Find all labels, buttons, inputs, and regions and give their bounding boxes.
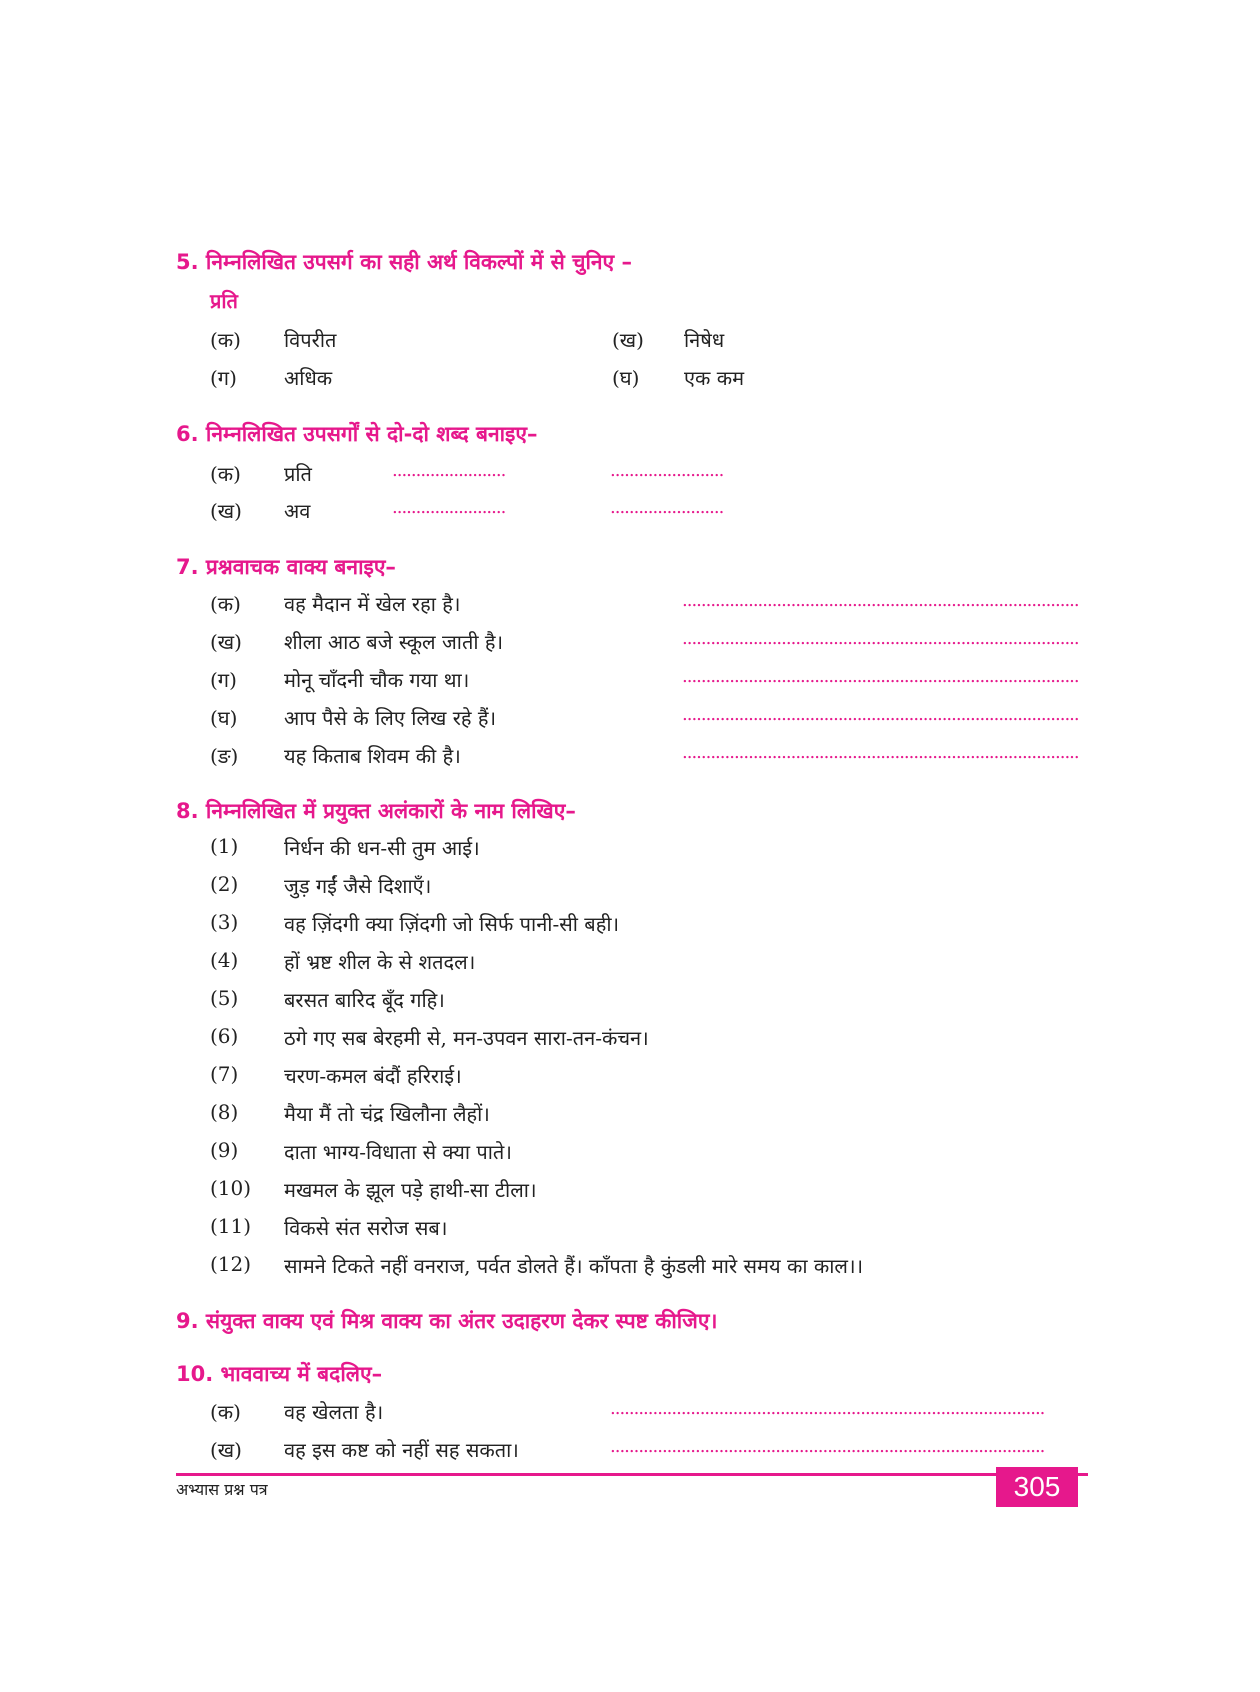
footer-book-title: अभ्यास प्रश्न पत्र [176, 1480, 268, 1499]
item-text: ठगे गए सब बेरहमी से, मन-उपवन सारा-तन-कंचन। [284, 1026, 649, 1050]
item-label: (ङ) [210, 744, 239, 768]
question-7-item [0, 704, 1260, 734]
item-label: (4) [210, 948, 239, 972]
item-label: (क) [210, 462, 241, 486]
item-label: (3) [210, 910, 239, 934]
item-label: (ख) [210, 499, 242, 523]
question-7-item [0, 742, 1260, 772]
item-label: (क) [210, 1400, 241, 1424]
question-10-title: 10. भाववाच्य में बदलिए– [176, 1362, 383, 1386]
item-label: (9) [210, 1138, 239, 1162]
question-8-item [0, 1176, 1260, 1206]
item-label: (ख) [210, 630, 242, 654]
item-text: चरण-कमल बंदौं हरिराई। [284, 1064, 462, 1088]
question-5-title: 5. निम्नलिखित उपसर्ग का सही अर्थ विकल्पों में से चुनिए – [176, 250, 632, 274]
option-text: निषेध [684, 328, 725, 352]
answer-blank[interactable]: ........................ [610, 497, 724, 518]
item-label: (2) [210, 872, 239, 896]
item-text: वह मैदान में खेल रहा है। [284, 592, 461, 616]
question-7-item [0, 628, 1260, 658]
item-text: प्रति [284, 462, 312, 486]
item-text: बरसत बारिद बूँद गहि। [284, 988, 445, 1012]
option-label: (ग) [210, 366, 237, 390]
answer-blank[interactable]: ........................ [392, 497, 506, 518]
answer-blank[interactable]: .................................................................................... [682, 704, 1079, 725]
item-label: (6) [210, 1024, 239, 1048]
question-7-item [0, 666, 1260, 696]
answer-blank[interactable]: .................................................................................... [682, 742, 1079, 763]
item-label: (1) [210, 834, 239, 858]
item-text: जुड़ गईं जैसे दिशाएँ। [284, 874, 432, 898]
question-5-options-row-2 [0, 364, 1260, 394]
item-text: दाता भाग्य-विधाता से क्या पाते। [284, 1140, 512, 1164]
item-label: (घ) [210, 706, 238, 730]
answer-blank[interactable]: .................................................................................... [682, 590, 1079, 611]
item-label: (ख) [210, 1438, 242, 1462]
option-label: (घ) [612, 366, 640, 390]
answer-blank[interactable]: ........................ [392, 460, 506, 481]
item-label: (ग) [210, 668, 237, 692]
option-label: (ख) [612, 328, 644, 352]
question-7-title: 7. प्रश्नवाचक वाक्य बनाइए– [176, 555, 396, 579]
question-8-item [0, 1062, 1260, 1092]
answer-blank[interactable]: .................................................................................... [682, 666, 1079, 687]
item-text: वह ज़िंदगी क्या ज़िंदगी जो सिर्फ पानी-सी बही। [284, 912, 620, 936]
item-label: (10) [210, 1176, 252, 1200]
item-label: (क) [210, 592, 241, 616]
question-6-title: 6. निम्नलिखित उपसर्गों से दो-दो शब्द बनाइए– [176, 422, 538, 446]
question-10-item [0, 1398, 1260, 1428]
option-text: एक कम [684, 366, 745, 390]
answer-blank[interactable]: .................................................................................... [682, 628, 1079, 649]
answer-blank[interactable]: ............................................................................................ [610, 1436, 1045, 1457]
item-text: मखमल के झूल पड़े हाथी-सा टीला। [284, 1178, 537, 1202]
item-text: वह इस कष्ट को नहीं सह सकता। [284, 1438, 519, 1462]
question-5-options-row-1 [0, 326, 1260, 356]
item-text: शीला आठ बजे स्कूल जाती है। [284, 630, 504, 654]
item-label: (7) [210, 1062, 239, 1086]
item-text: यह किताब शिवम की है। [284, 744, 461, 768]
question-8-item [0, 872, 1260, 902]
item-text: विकसे संत सरोज सब। [284, 1216, 448, 1240]
item-label: (5) [210, 986, 239, 1010]
question-5-word: प्रति [210, 289, 238, 313]
question-6-item [0, 497, 1260, 527]
question-10-item [0, 1436, 1260, 1466]
item-label: (12) [210, 1252, 252, 1276]
item-text: निर्धन की धन-सी तुम आई। [284, 836, 480, 860]
footer-divider [176, 1473, 1088, 1476]
question-8-item [0, 1138, 1260, 1168]
item-text: हों भ्रष्ट शील के से शतदल। [284, 950, 476, 974]
question-8-item [0, 986, 1260, 1016]
item-label: (11) [210, 1214, 252, 1238]
question-8-item [0, 1100, 1260, 1130]
answer-blank[interactable]: ........................ [610, 460, 724, 481]
question-9-title: 9. संयुक्त वाक्य एवं मिश्र वाक्य का अंतर उदाहरण देकर स्पष्ट कीजिए। [176, 1309, 718, 1333]
page-number-badge: 305 [996, 1467, 1078, 1507]
question-8-item [0, 948, 1260, 978]
question-6-item [0, 460, 1260, 490]
item-text: मोनू चाँदनी चौक गया था। [284, 668, 470, 692]
question-8-item [0, 1252, 1260, 1282]
answer-blank[interactable]: ............................................................................................ [610, 1398, 1045, 1419]
item-text: आप पैसे के लिए लिख रहे हैं। [284, 706, 497, 730]
item-label: (8) [210, 1100, 239, 1124]
question-8-item [0, 1214, 1260, 1244]
item-text: अव [284, 499, 311, 523]
question-8-title: 8. निम्नलिखित में प्रयुक्त अलंकारों के नाम लिखिए– [176, 799, 576, 823]
option-label: (क) [210, 328, 241, 352]
option-text: अधिक [284, 366, 333, 390]
question-8-item [0, 910, 1260, 940]
question-8-item [0, 1024, 1260, 1054]
question-8-item [0, 834, 1260, 864]
option-text: विपरीत [284, 328, 337, 352]
item-text: वह खेलता है। [284, 1400, 384, 1424]
item-text: सामने टिकते नहीं वनराज, पर्वत डोलते हैं। काँपता है कुंडली मारे समय का काल।। [284, 1254, 864, 1278]
question-7-item [0, 590, 1260, 620]
item-text: मैया मैं तो चंद्र खिलौना लैहों। [284, 1102, 490, 1126]
